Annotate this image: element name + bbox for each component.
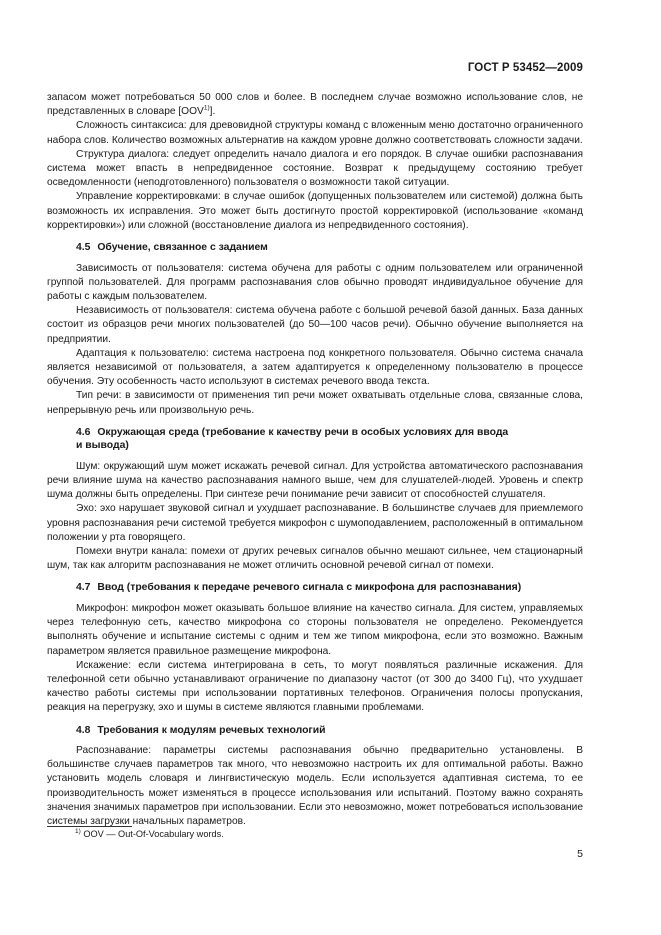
page-number: 5 [577, 848, 583, 860]
paragraph-recognition: Распознавание: параметры системы распознавания обычно предварительно установлены. В большинстве случаев параметров так много, что невозможно настроить их для оптимальной работы. Важно установить модель словаря и лингвистическую модель. Если используется адаптивная система, то ее производительность может изменяться в процессе использования или испытаний. Поэтому важно сохранять значения значимых параметров при использовании. Если это невозможно, может потребоваться использование системы загрузки начальных параметров. [47, 745, 583, 828]
section-heading-4-6: 4.6 Окружающая среда (требование к качеству речи в особых условиях для ввода и вывода) [76, 426, 509, 452]
standard-designation: ГОСТ Р 53452—2009 [467, 62, 583, 74]
paragraph-vocabulary: запасом может потребоваться 50 000 слов и более. В последнем случае возможно использование слов, не представленных в словаре [OOV$^{1)}$]. [47, 92, 583, 118]
footnote-separator [47, 826, 132, 827]
footnote-marker: 1) [75, 827, 81, 835]
paragraph-corrections: Управление корректировками: в случае ошибок (допущенных пользователем или системой) должна быть возможность их исправления. Это может быть достигнуто простой корректировкой (использование «команд корректировки») или сложной (восстановление диалога из непредвиденного состояния). [47, 191, 583, 231]
paragraph-user-dependence: Зависимость от пользователя: система обучена для работы с одним пользователем или ограниченной группой пользователей. Для программ распознавания слов обычно проводят индивидуальное обучение для работы с каждым пользователем. [47, 262, 583, 302]
paragraph-user-independence: Независимость от пользователя: система обучена работе с большой речевой базой данных. База данных состоит из образцов речи многих пользователей (до 50—100 часов речи). Обычно обучение выполняется на предприятии. [47, 305, 583, 345]
paragraph-channel-interference: Помехи внутри канала: помехи от других речевых сигналов обычно мешают сильнее, чем стационарный шум, так как алгоритм распознавания не может отличить основной речевой сигнал от помехи. [47, 545, 583, 572]
paragraph-microphone: Микрофон: микрофон может оказывать большое влияние на качество сигнала. Для систем, управляемых через телефонную сеть, качество микрофона со стороны пользователя не определено. Рекомендуется выполнять обучение и испытание системы с одним и тем же типом микрофона, если это возможно. Важным параметром является правильное размещение микрофона. [47, 602, 583, 657]
section-heading-4-7: 4.7 Ввод (требования к передаче речевого сигнала с микрофона для распознавания) [76, 582, 522, 594]
paragraph-syntax: Сложность синтаксиса: для древовидной структуры команд с вложенным меню достаточно ограниченного набора слов. Количество возможных альтернатив на каждом уровне должно соответствовать сложности задачи. [47, 120, 583, 146]
paragraph-noise: Шум: окружающий шум может искажать речевой сигнал. Для устройства автоматического распознавания речи влияние шума на качество распознавания намного выше, чем для слушателей-людей. Уровень и спектр шума должны быть определены. При синтезе речи понимание речи зависит от способностей слушателя. [47, 460, 583, 501]
body-text [47, 91, 583, 829]
paragraph-user-adaptation: Адаптация к пользователю: система настроена под конкретного пользователя. Обычно система сначала является независимой от пользователя, а затем адаптируется к определенному пользователю в процессе обучения. Эту особенность часто используют в системах речевого ввода текста. [47, 347, 583, 388]
footnote-ref: 1) [203, 104, 210, 112]
paragraph-speech-type: Тип речи: в зависимости от применения тип речи может охватывать отдельные слова, связанные слова, непрерывную речь или произвольную речь. [47, 390, 583, 416]
section-heading-4-8: 4.8 Требования к модулям речевых технологий [76, 724, 326, 736]
paragraph-distortion: Искажение: если система интегрирована в сеть, то могут появляться различные искажения. Для телефонной сети обычно устанавливают ограничение по диапазону частот (от 300 до 3400 Гц), что ухудшает качество работы системы при использовании портативных телефонов. Ограничения полосы пропускания, реакция на перегрузку, эхо и шумы в системе являются главными проблемами. [47, 659, 583, 714]
paragraph-echo: Эхо: эхо нарушает звуковой сигнал и ухудшает распознавание. В большинстве случаев для приемлемого уровня распознавания речи системой требуется микрофон с шумоподавлением, расположенный в оптимальном положении у рта говорящего. [47, 503, 583, 543]
paragraph-dialog-structure: Структура диалога: следует определить начало диалога и его порядок. В случае ошибки распознавания система может впасть в непредвиденное состояние. Возврат к предыдущему состоянию требует осведомленности (неподготовленного) пользователя о возможности такой ситуации. [47, 148, 583, 189]
section-heading-4-5: 4.5 Обучение, связанное с заданием [76, 242, 268, 254]
footnote: $^{1)}$ OOV — Out-Of-Vocabulary words. [75, 827, 224, 839]
